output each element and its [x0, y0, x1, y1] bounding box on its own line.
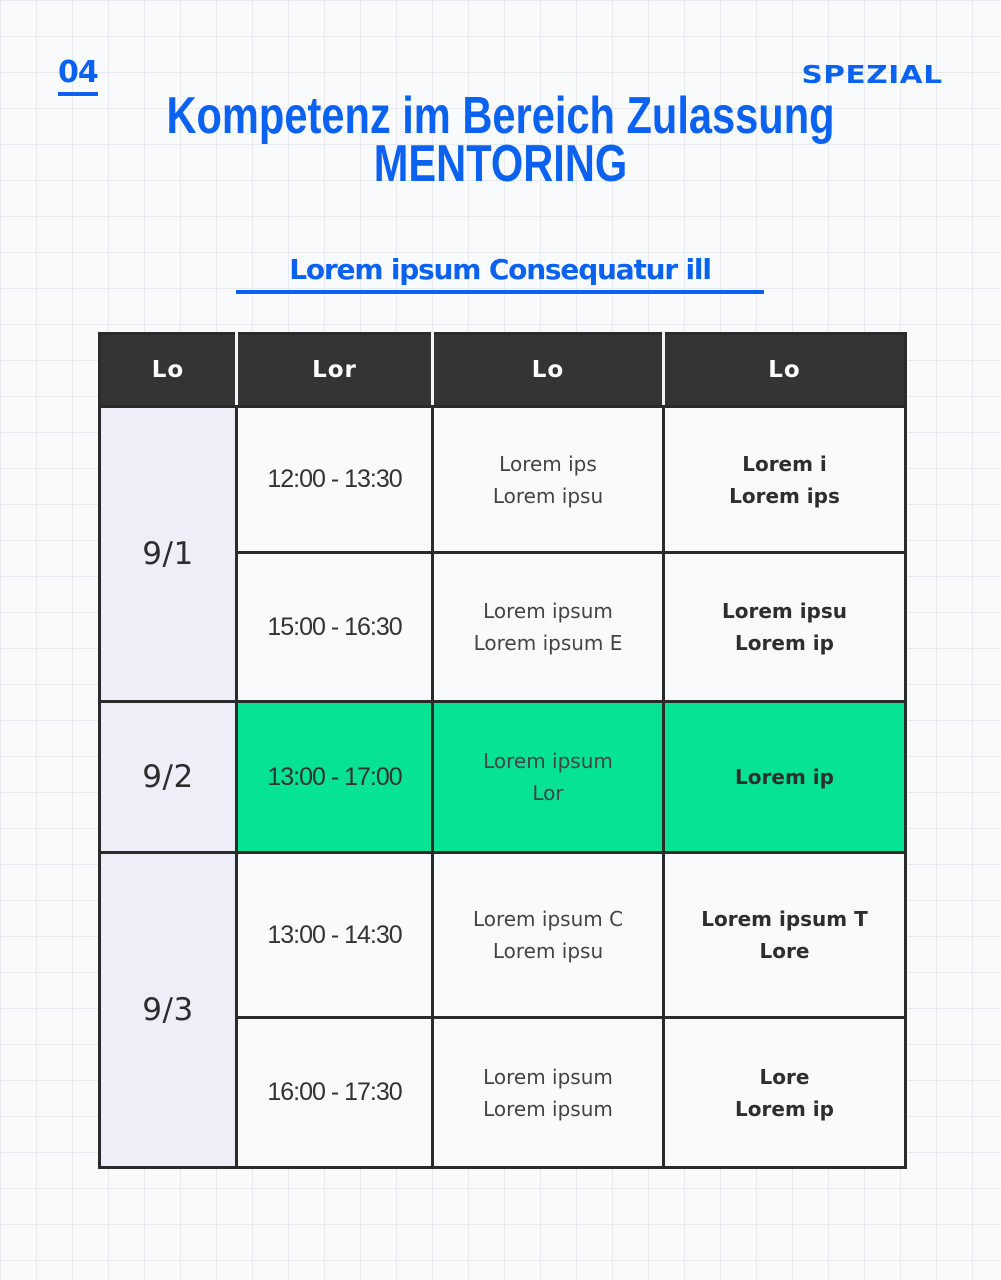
note-line: Lorem ips [729, 483, 840, 508]
page-number: 04 [58, 56, 98, 96]
table-row [100, 853, 906, 1018]
topic-line: Lorem ipsum [483, 599, 613, 623]
topic-line: Lorem ipsum [483, 1096, 613, 1121]
topic-cell [433, 702, 664, 853]
date-cell: 9/3 [100, 853, 237, 1168]
topic-line: Lorem ips [499, 451, 597, 476]
note-cell [664, 407, 906, 553]
column-header-date: Lo [100, 334, 237, 407]
topic-line: Lor [532, 781, 564, 805]
topic-line: Lorem ipsum E [473, 631, 623, 655]
topic-cell [433, 407, 664, 553]
time-cell: 12:00 - 13:30 [237, 407, 433, 553]
note-line: Lore [759, 1064, 810, 1089]
date-cell: 9/2 [100, 702, 237, 853]
topic-cell [433, 553, 664, 702]
topic-line: Lorem ipsum [483, 1064, 613, 1089]
note-line: Lorem ipsum T [701, 907, 868, 931]
date-cell: 9/1 [100, 407, 237, 702]
column-header-time: Lor [237, 334, 433, 407]
section-subheading: Lorem ipsum Consequatur ill [236, 252, 764, 294]
headline-subtitle: MENTORING [373, 135, 628, 193]
topic-line: Lorem ipsum C [472, 907, 624, 931]
topic-line: Lorem ipsu [492, 939, 604, 963]
time-cell: 13:00 - 14:30 [237, 853, 433, 1018]
note-cell [664, 702, 906, 853]
schedule-table [98, 332, 907, 1169]
note-line: Lorem ipsu [721, 599, 848, 623]
section-tag: SPEZIAL [801, 60, 943, 89]
note-line: Lorem ip [735, 765, 834, 789]
topic-line: Lorem ipsu [492, 483, 604, 508]
time-cell: 13:00 - 17:00 [237, 702, 433, 853]
topic-cell [433, 853, 664, 1018]
table-row [100, 407, 906, 553]
note-line: Lorem i [742, 451, 827, 476]
table-row-highlighted [100, 702, 906, 853]
note-cell [664, 853, 906, 1018]
time-cell: 16:00 - 17:30 [237, 1018, 433, 1168]
headline-title: Kompetenz im Bereich Zulassung [166, 87, 835, 145]
topic-cell [433, 1018, 664, 1168]
column-header-note: Lo [664, 334, 906, 407]
note-line: Lorem ip [735, 631, 834, 655]
topic-line: Lorem ipsum [483, 749, 613, 773]
note-cell [664, 553, 906, 702]
note-line: Lore [759, 939, 810, 963]
column-header-topic: Lo [433, 334, 664, 407]
note-line: Lorem ip [735, 1096, 834, 1121]
note-cell [664, 1018, 906, 1168]
table-header-row [100, 334, 906, 407]
time-cell: 15:00 - 16:30 [237, 553, 433, 702]
